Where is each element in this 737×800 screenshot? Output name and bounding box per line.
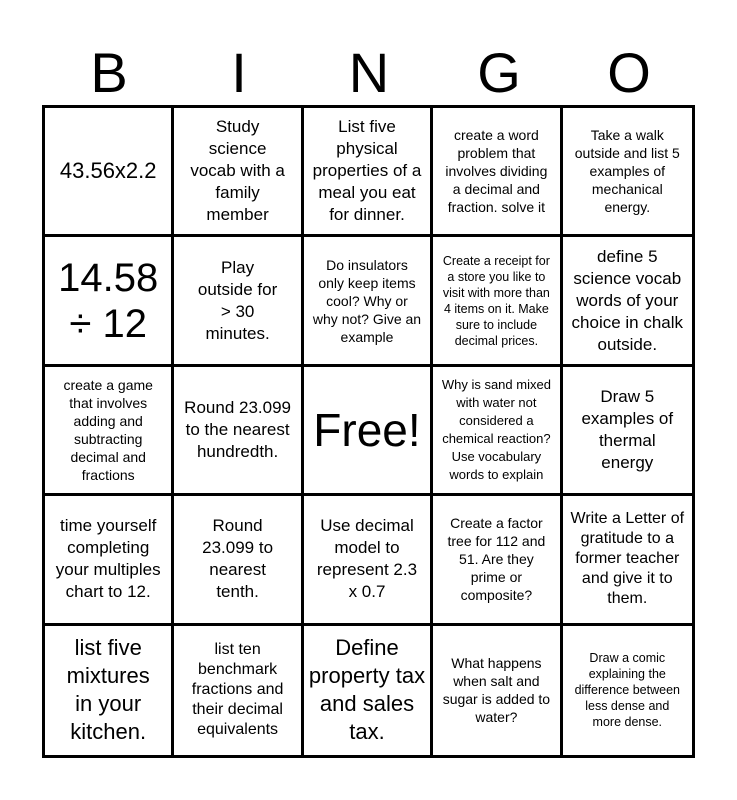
cell-text: List five physical properties of a meal you eat for dinner. bbox=[312, 117, 422, 225]
cell-text: Create a receipt for a store you like to visit with more than 4 items on it. Make sure to include decimal prices. bbox=[442, 253, 550, 348]
bingo-board bbox=[42, 105, 695, 758]
bingo-cell bbox=[174, 367, 303, 496]
bingo-cell bbox=[304, 108, 433, 237]
cell-text: Round 23.099 to the nearest hundredth. bbox=[184, 397, 291, 461]
bingo-cell bbox=[45, 108, 174, 237]
bingo-cell bbox=[45, 496, 174, 625]
bingo-cell bbox=[433, 108, 562, 237]
bingo-cell bbox=[174, 108, 303, 237]
cell-text: create a word problem that involves dividing a decimal and fraction. solve it bbox=[445, 127, 548, 216]
cell-text: Create a factor tree for 112 and 51. Are they prime or composite? bbox=[447, 515, 546, 604]
header-letter-n: N bbox=[348, 41, 390, 104]
bingo-cell bbox=[304, 626, 433, 755]
bingo-cell bbox=[433, 237, 562, 366]
cell-text: Round 23.099 to nearest tenth. bbox=[202, 516, 274, 602]
cell-text: What happens when salt and sugar is added to water? bbox=[442, 655, 551, 726]
header-letter-o: O bbox=[607, 41, 651, 104]
bingo-header bbox=[44, 42, 694, 104]
cell-text: define 5 science vocab words of your choice in chalk outside. bbox=[571, 246, 684, 354]
cell-text: Draw a comic explaining the difference between less dense and more dense. bbox=[574, 651, 680, 730]
bingo-cell bbox=[563, 626, 692, 755]
cell-text: time yourself completing your multiples chart to 12. bbox=[55, 516, 161, 602]
cell-text: Write a Letter of gratitude to a former teacher and give it to them. bbox=[570, 510, 685, 608]
cell-text: Take a walk outside and list 5 examples of mechanical energy. bbox=[574, 127, 680, 216]
cell-text: create a game that involves adding and subtracting decimal and fractions bbox=[63, 376, 153, 483]
cell-text: Study science vocab with a family member bbox=[190, 117, 285, 225]
cell-text: Why is sand mixed with water not considered a chemical reaction? Use vocabulary words to explain bbox=[441, 376, 551, 482]
cell-text: Draw 5 examples of thermal energy bbox=[581, 386, 674, 472]
bingo-cell bbox=[563, 108, 692, 237]
bingo-cell bbox=[304, 237, 433, 366]
cell-text: Do insulators only keep items cool? Why or why not? Give an example bbox=[312, 256, 422, 345]
cell-text: list ten benchmark fractions and their decimal equivalents bbox=[191, 641, 284, 739]
bingo-cell bbox=[433, 367, 562, 496]
cell-text: Use decimal model to represent 2.3 x 0.7 bbox=[316, 516, 418, 602]
header-letter-g: G bbox=[477, 41, 521, 104]
header-letter-i: I bbox=[231, 41, 247, 104]
cell-text: list five mixtures in your kitchen. bbox=[66, 635, 150, 745]
cell-text: 14.58 ÷ 12 bbox=[58, 255, 159, 346]
cell-text: Define property tax and sales tax. bbox=[308, 635, 426, 745]
bingo-cell bbox=[45, 367, 174, 496]
bingo-cell bbox=[174, 237, 303, 366]
bingo-cell bbox=[304, 496, 433, 625]
bingo-cell bbox=[563, 367, 692, 496]
bingo-cell bbox=[433, 496, 562, 625]
cell-text: 43.56x2.2 bbox=[59, 158, 157, 184]
bingo-cell bbox=[174, 496, 303, 625]
bingo-cell bbox=[433, 626, 562, 755]
cell-text: Play outside for > 30 minutes. bbox=[197, 257, 278, 343]
bingo-cell bbox=[174, 626, 303, 755]
bingo-cell-free bbox=[304, 367, 433, 496]
header-letter-b: B bbox=[90, 41, 128, 104]
bingo-cell bbox=[563, 496, 692, 625]
free-space-text: Free! bbox=[313, 403, 421, 456]
bingo-cell bbox=[45, 626, 174, 755]
bingo-cell bbox=[45, 237, 174, 366]
bingo-cell bbox=[563, 237, 692, 366]
